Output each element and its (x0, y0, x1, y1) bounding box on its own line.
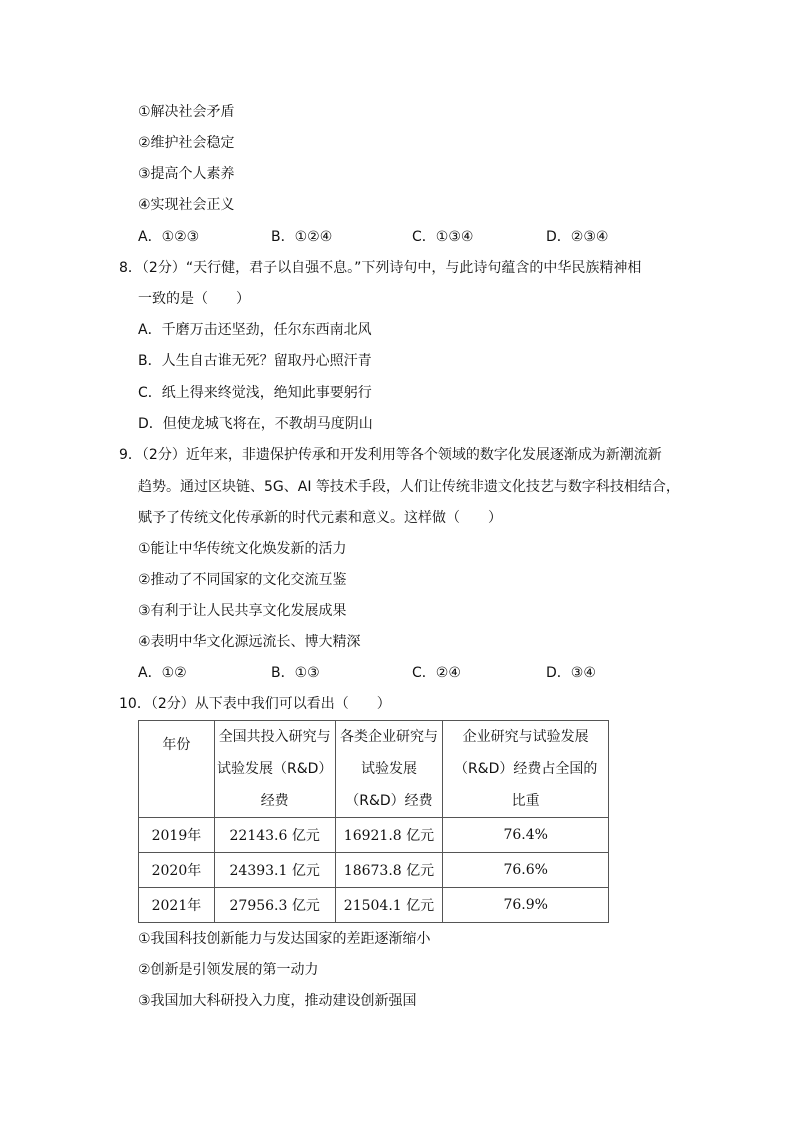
q7-option-b: B．①②④ (271, 229, 333, 245)
q9-stem-line-2: 趋势。通过区块链、5G、AI 等技术手段，人们让传统非遗文化技艺与数字科技相结合， (138, 479, 680, 495)
q8-option-c: C．纸上得来终觉浅，绝知此事要躬行 (138, 385, 372, 401)
header-enterprise-share: 企业研究与试验发展（R&D）经费占全国的比重 (443, 721, 609, 818)
q10-item-2: ②创新是引领发展的第一动力 (138, 962, 319, 978)
q9-option-b: B．①③ (271, 665, 320, 681)
q9-option-c: C．②④ (412, 665, 461, 681)
table-row (139, 888, 609, 923)
table-row (139, 818, 609, 853)
cell-share: 76.4% (443, 818, 609, 853)
cell-year: 2020年 (139, 853, 215, 888)
q9-item-4: ④表明中华文化源远流长、博大精深 (138, 634, 361, 650)
q7-item-3: ③提高个人素养 (138, 166, 235, 182)
q7-option-a: A．①②③ (138, 229, 200, 245)
q10-item-3: ③我国加大科研投入力度，推动建设创新强国 (138, 993, 417, 1009)
q9-option-a: A．①② (138, 665, 187, 681)
q9-stem-line-1: 9．（2分）近年来，非遗保护传承和开发利用等各个领域的数字化发展逐渐成为新潮流新 (119, 447, 662, 463)
cell-share: 76.9% (443, 888, 609, 923)
q7-item-1: ①解决社会矛盾 (138, 104, 235, 120)
rd-funding-table (138, 720, 609, 923)
q8-option-b: B．人生自古谁无死？留取丹心照汗青 (138, 353, 372, 369)
cell-enterprise-rd: 16921.8 亿元 (335, 818, 443, 853)
q8-stem-line-1: 8．（2分）“天行健，君子以自强不息。”下列诗句中，与此诗句蕴含的中华民族精神相 (119, 260, 642, 276)
q7-item-4: ④实现社会正义 (138, 197, 235, 213)
q10-item-1: ①我国科技创新能力与发达国家的差距逐渐缩小 (138, 931, 431, 947)
cell-year: 2021年 (139, 888, 215, 923)
header-year: 年份 (139, 721, 215, 818)
q10-stem: 10．（2分）从下表中我们可以看出（ ） (119, 696, 391, 712)
cell-share: 76.6% (443, 853, 609, 888)
q7-item-2: ②维护社会稳定 (138, 135, 235, 151)
cell-national-rd: 24393.1 亿元 (214, 853, 335, 888)
cell-national-rd: 27956.3 亿元 (214, 888, 335, 923)
cell-national-rd: 22143.6 亿元 (214, 818, 335, 853)
q9-item-2: ②推动了不同国家的文化交流互鉴 (138, 572, 347, 588)
table-row (139, 853, 609, 888)
header-enterprise-rd: 各类企业研究与试验发展（R&D）经费 (335, 721, 443, 818)
cell-year: 2019年 (139, 818, 215, 853)
table-header-row (139, 721, 609, 818)
q9-option-d: D．③④ (546, 665, 596, 681)
q9-item-1: ①能让中华传统文化焕发新的活力 (138, 541, 347, 557)
q9-stem-line-3: 赋予了传统文化传承新的时代元素和意义。这样做（ ） (138, 510, 502, 526)
cell-enterprise-rd: 18673.8 亿元 (335, 853, 443, 888)
q7-option-d: D．②③④ (546, 229, 609, 245)
q8-option-a: A．千磨万击还坚劲，任尔东西南北风 (138, 322, 372, 338)
q8-stem-line-2: 一致的是（ ） (138, 291, 250, 307)
cell-enterprise-rd: 21504.1 亿元 (335, 888, 443, 923)
header-national-rd: 全国共投入研究与试验发展（R&D）经费 (214, 721, 335, 818)
q7-option-c: C．①③④ (412, 229, 474, 245)
q8-option-d: D．但使龙城飞将在，不教胡马度阴山 (138, 416, 373, 432)
q9-item-3: ③有利于让人民共享文化发展成果 (138, 603, 347, 619)
